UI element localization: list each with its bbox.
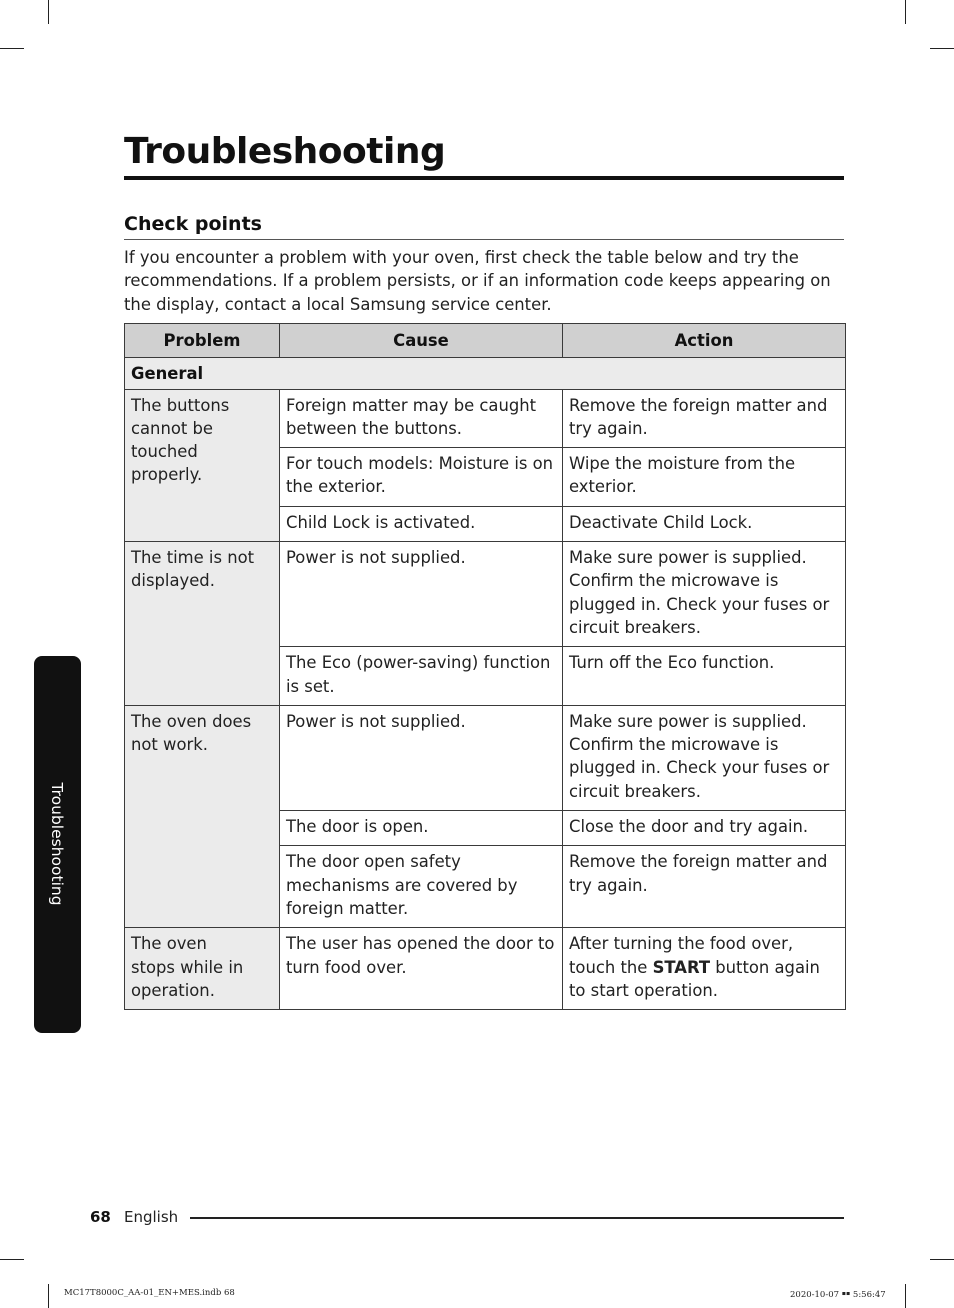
crop-mark <box>0 1259 24 1260</box>
cause-cell: The door is open. <box>280 811 563 846</box>
cause-cell: The door open safety mechanisms are covered by foreign matter. <box>280 846 563 928</box>
page-title: Troubleshooting <box>124 131 446 172</box>
crop-mark <box>905 1284 906 1308</box>
section-title: Check points <box>124 213 262 235</box>
action-text: After turning the food over, touch the <box>569 934 794 977</box>
cause-cell: Foreign matter may be caught between the buttons. <box>280 389 563 448</box>
action-cell: Remove the foreign matter and try again. <box>563 389 846 448</box>
footer-rule <box>190 1217 844 1219</box>
print-slug-date: 2020-10-07 ￭￭ 5:56:47 <box>790 1290 886 1300</box>
title-rule <box>124 176 844 180</box>
section-rule <box>124 239 844 240</box>
problem-cell: The buttons cannot be touched properly. <box>125 389 280 541</box>
action-cell: Wipe the moisture from the exterior. <box>563 448 846 507</box>
header-problem: Problem <box>125 324 280 358</box>
cause-cell: Child Lock is activated. <box>280 506 563 541</box>
table-header-row <box>125 324 846 358</box>
table-row <box>125 705 846 810</box>
problem-cell <box>125 928 280 1010</box>
intro-paragraph: If you encounter a problem with your oven, first check the table below and try the recommendations. If a problem persists, or if an information code keeps appearing on the display, contact a local Samsung service center. <box>124 248 831 314</box>
crop-mark <box>930 1259 954 1260</box>
print-slug-file: MC17T8000C_AA-01_EN+MES.indb 68 <box>64 1288 235 1298</box>
action-cell: Make sure power is supplied. Confirm the microwave is plugged in. Check your fuses or circuit breakers. <box>563 542 846 647</box>
table-row <box>125 389 846 448</box>
start-button-label: START <box>652 957 711 977</box>
group-row <box>125 358 846 389</box>
crop-mark <box>905 0 906 24</box>
crop-mark <box>48 1284 49 1308</box>
action-cell: Make sure power is supplied. Confirm the microwave is plugged in. Check your fuses or circuit breakers. <box>563 705 846 810</box>
table-row <box>125 928 846 1010</box>
troubleshooting-table <box>124 323 846 1010</box>
table-row <box>125 542 846 647</box>
problem-cell: The time is not displayed. <box>125 542 280 706</box>
action-text: button again to start operation. <box>569 957 820 1000</box>
crop-mark <box>0 48 24 49</box>
header-cause: Cause <box>280 324 563 358</box>
crop-mark <box>48 0 49 24</box>
action-cell: Remove the foreign matter and try again. <box>563 846 846 928</box>
cause-cell: Power is not supplied. <box>280 542 563 647</box>
header-action: Action <box>563 324 846 358</box>
page-number: 68 <box>90 1208 111 1226</box>
group-label: General <box>125 358 846 389</box>
page-language: English <box>124 1208 179 1226</box>
action-cell <box>563 928 846 1010</box>
problem-line: The oven <box>131 934 207 954</box>
cause-cell: For touch models: Moisture is on the exterior. <box>280 448 563 507</box>
action-cell: Close the door and try again. <box>563 811 846 846</box>
problem-line: stops while in operation. <box>131 957 244 1000</box>
action-cell: Deactivate Child Lock. <box>563 506 846 541</box>
cause-cell: Power is not supplied. <box>280 705 563 810</box>
side-tab-label: Troubleshooting <box>48 782 66 906</box>
problem-cell: The oven does not work. <box>125 705 280 927</box>
action-cell: Turn off the Eco function. <box>563 647 846 706</box>
crop-mark <box>930 48 954 49</box>
cause-cell: The Eco (power-saving) function is set. <box>280 647 563 706</box>
cause-cell: The user has opened the door to turn food over. <box>280 928 563 1010</box>
